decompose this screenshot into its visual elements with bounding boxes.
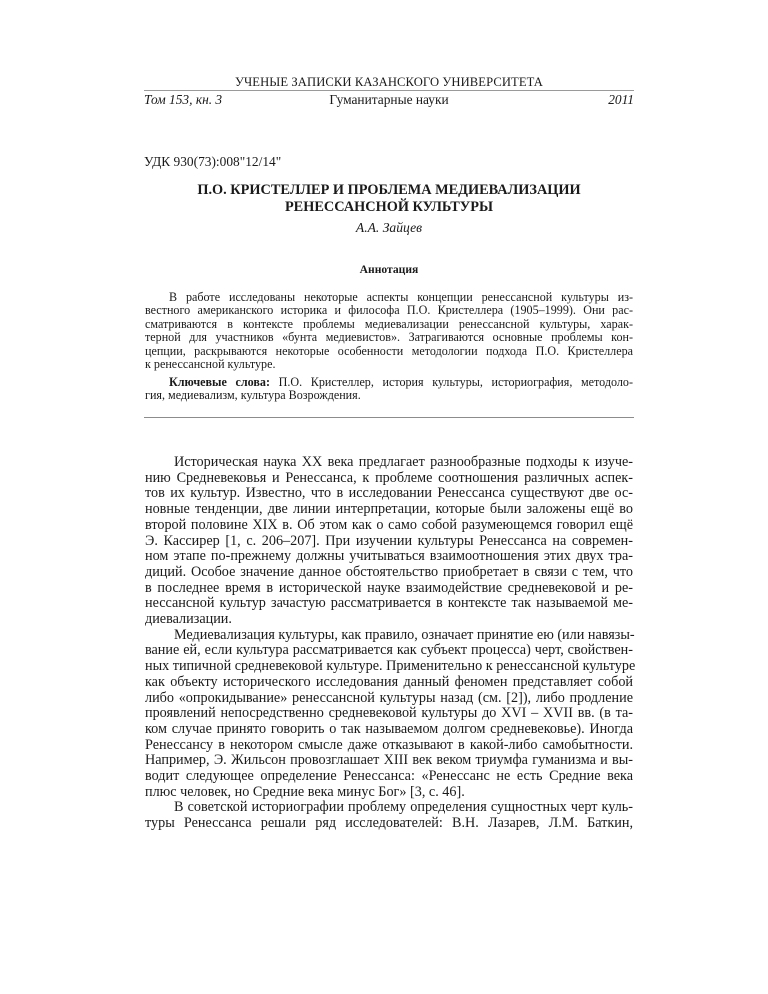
body-line: Например, Э. Жильсон провозглашает XIII век веком триумфа гуманизма и вы- [145,752,633,769]
body-line: вание ей, если культура рассматривается как субъект процесса) черт, свойствен- [145,642,633,659]
body-line: нию Средневековья и Ренессанса, к проблеме соотношения различных аспек- [145,469,633,486]
abstract-heading: Аннотация [359,263,419,276]
abstract-line: сматриваются в контексте проблемы медиевализации ренессансной культуры, харак- [145,316,633,331]
body-line: в последнее время в исторической науке взаимодействие средневековой и ре- [145,579,633,596]
journal-issue-row [144,92,634,108]
udk-code: УДК 930(73):008"12/14" [144,154,282,169]
journal-title: УЧЕНЫЕ ЗАПИСКИ КАЗАНСКОГО УНИВЕРСИТЕТА [234,75,544,89]
keywords [145,376,633,403]
abstract-line: к ренессансной культуре. [145,357,276,372]
body-paragraph [145,626,636,801]
body-line: диевализации. [145,611,232,628]
keywords-line [145,376,633,389]
body-line: тов их культур. Известно, что в исследовании Ренессанса существуют две ос- [145,485,633,502]
keywords-text: П.О. Кристеллер, история культуры, историография, методоло- [270,375,633,389]
body-line: второй половине XIX в. Об этом как о само собой разумеющемся говорил ещё [145,516,633,533]
body-line: водит следующее определение Ренессанса: «Ренессанс не есть Средние века [145,768,633,785]
body-paragraph [145,455,633,628]
body-line: Историческая наука XX века предлагает разнообразные подходы к изуче- [174,454,633,470]
body-line: новные тенденции, две линии интерпретации, которые были заложены ещё во [145,501,633,518]
abstract-line: В работе исследованы некоторые аспекты концепции ренессансной культуры из- [169,290,633,304]
body-line: В советской историографии проблему определения сущностных черт куль- [174,799,633,816]
article-body [145,454,636,832]
abstract-line: вестного американского историка и философа П.О. Кристеллера (1905–1999). Они рас- [145,303,633,318]
body-line: ком случае принято говорить о так называемом долгом средневековье). Иногда [145,720,633,737]
volume-info: Том 153, кн. 3 [144,92,223,107]
article-author: А.А. Зайцев [355,220,423,235]
article-title [144,182,634,216]
body-line: либо «опрокидывание» ренессансной культуры назад (см. [2]), либо продление [145,689,633,706]
keywords-line: гия, медиевализм, культура Возрождения. [145,388,361,403]
body-line: плюс человек, но Средние века минус Бог» [3, с. 46]. [145,783,465,800]
body-paragraph [145,800,633,831]
publication-year: 2011 [608,92,634,107]
body-line: Медиевализация культуры, как правило, означает принятие ею (или навязы- [174,626,635,643]
body-line: Э. Кассирер [1, с. 206–207]. При изучении культуры Ренессанса на современ- [145,532,633,549]
body-line: туры Ренессанса решали ряд исследователей: В.Н. Лазарев, Л.М. Баткин, [145,815,633,832]
abstract-text [145,291,633,372]
body-line: нессансной культур зачастую рассматривается в контексте так называемой ме- [145,595,633,612]
header-rule [144,90,634,91]
body-line: ном этапе по-прежнему должны учитываться взаимоотношения этих двух тра- [145,548,633,565]
abstract-separator [144,417,634,418]
body-line: ных типичной средневековой культуре. Применительно к ренессансной культуре [145,658,636,675]
keywords-label: Ключевые слова: [169,375,270,389]
article-title-line: РЕНЕССАНСНОЙ КУЛЬТУРЫ [284,199,494,215]
abstract-line: терной для участников «бунта медиевистов». Затрагиваются основные проблемы кон- [145,330,633,345]
body-line: проявлений непосредственно средневековой культуры до XVI – XVII вв. (в та- [145,705,633,722]
series-name: Гуманитарные науки [329,92,449,107]
body-line: диций. Особое значение данное обстоятельство приобретает в связи с тем, что [145,563,633,580]
body-line: Ренессансу в некотором смысле даже отказывают в какой-либо самобытности. [145,736,633,753]
article-title-line: П.О. КРИСТЕЛЛЕР И ПРОБЛЕМА МЕДИЕВАЛИЗАЦИИ [197,182,581,198]
body-line: как объекту исторического исследования данный феномен представляет собой [145,673,633,690]
abstract-line: цепции, раскрываются некоторые особенности методологии подхода П.О. Кристеллера [145,343,633,358]
